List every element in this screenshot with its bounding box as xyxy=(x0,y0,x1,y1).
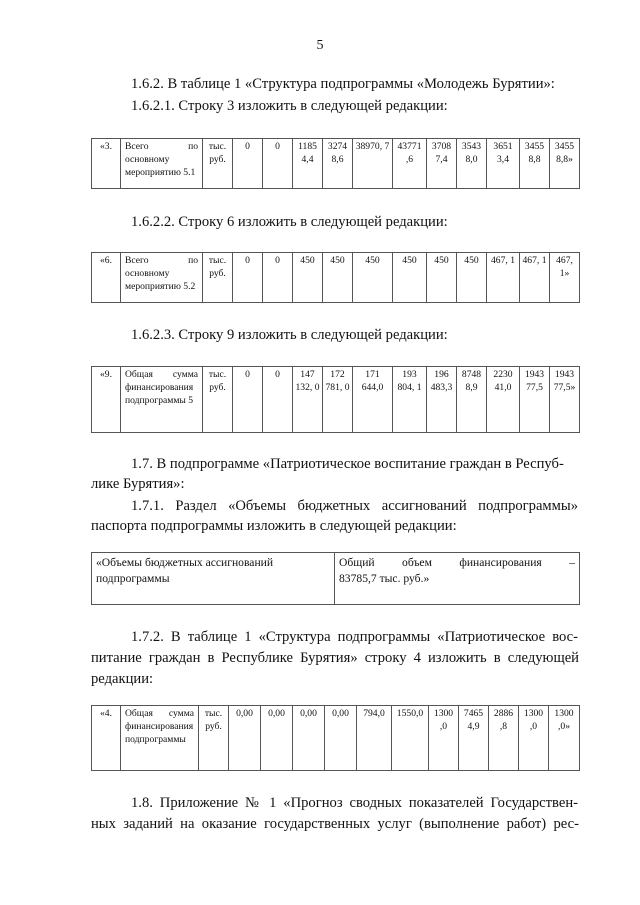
cell-value: 0,00 xyxy=(325,706,357,771)
table-row xyxy=(92,367,580,433)
cell-value: 0 xyxy=(233,139,263,189)
cell-value: 0,00 xyxy=(261,706,293,771)
table-row xyxy=(92,706,580,771)
paragraph-1-7-2-line1 xyxy=(131,627,578,647)
cell-value: 172 781, 0 xyxy=(323,367,353,433)
cell-value: 3543 8,0 xyxy=(457,139,487,189)
paragraph-1-6-2: 1.6.2. В таблице 1 «Структура подпрограммы «Молодежь Бурятии»: xyxy=(131,76,555,92)
cell-value: 1300 ,0 xyxy=(519,706,549,771)
cell-value: 450 xyxy=(323,253,353,303)
cell-value: 1943 77,5 xyxy=(520,367,550,433)
cell-value: 8748 8,9 xyxy=(457,367,487,433)
cell-value: 2230 41,0 xyxy=(487,367,520,433)
cell-value: 196 483,3 xyxy=(427,367,457,433)
table-row xyxy=(92,553,580,605)
table-row xyxy=(92,253,580,303)
row-number: «3. xyxy=(92,139,121,189)
cell-value: 0,00 xyxy=(229,706,261,771)
cell-value: 1185 4,4 xyxy=(293,139,323,189)
cell-value: 0 xyxy=(263,253,293,303)
cell-value: 193 804, 1 xyxy=(393,367,427,433)
paragraph-text: питание граждан в Республике Бурятия» строку 4 изложить в следующей xyxy=(91,650,579,666)
passport-value xyxy=(335,553,580,605)
passport-value-line2: 83785,7 тыс. руб.» xyxy=(339,572,430,585)
table-row-3 xyxy=(91,138,580,189)
cell-value: 0 xyxy=(233,253,263,303)
row-number: «4. xyxy=(92,706,121,771)
row-number: «6. xyxy=(92,253,121,303)
cell-value: 3274 8,6 xyxy=(323,139,353,189)
passport-label: «Объемы бюджетных ассигнований подпрограммы xyxy=(92,553,335,605)
cell-value: 0 xyxy=(233,367,263,433)
paragraph-text: ных заданий на оказание государственных услуг (выполнение работ) рес- xyxy=(91,816,579,832)
passport-value-line1: Общий объем финансирования – xyxy=(339,556,575,569)
row-name: Общая сумма финансирования подпрограммы xyxy=(121,706,199,771)
paragraph-1-7-2-line3: редакции: xyxy=(91,671,154,687)
cell-value: 0 xyxy=(263,139,293,189)
paragraph-1-7-2-line2 xyxy=(91,648,579,668)
paragraph-text: 1.7.2. В таблице 1 «Структура подпрограммы «Патриотическое вос- xyxy=(131,629,578,645)
cell-value: 467, 1» xyxy=(550,253,580,303)
cell-value: 2886 ,8 xyxy=(489,706,519,771)
cell-value: 3455 8,8» xyxy=(550,139,580,189)
paragraph-1-7-line1: 1.7. В подпрограмме «Патриотическое воспитание граждан в Респуб- xyxy=(131,456,564,472)
cell-value: 1943 77,5» xyxy=(550,367,580,433)
cell-value: 467, 1 xyxy=(520,253,550,303)
row-unit: тыс. руб. xyxy=(203,253,233,303)
paragraph-1-6-2-2: 1.6.2.2. Строку 6 изложить в следующей редакции: xyxy=(131,214,448,230)
row-unit: тыс. руб. xyxy=(203,139,233,189)
paragraph-text: 1.7.1. Раздел «Объемы бюджетных ассигнований подпрограммы» xyxy=(131,498,578,514)
cell-value: 3455 8,8 xyxy=(520,139,550,189)
cell-value: 7465 4,9 xyxy=(459,706,489,771)
cell-value: 147 132, 0 xyxy=(293,367,323,433)
row-unit: тыс. руб. xyxy=(199,706,229,771)
page-number: 5 xyxy=(316,38,324,53)
row-unit: тыс. руб. xyxy=(203,367,233,433)
cell-value: 3708 7,4 xyxy=(427,139,457,189)
cell-value: 43771 ,6 xyxy=(393,139,427,189)
cell-value: 794,0 xyxy=(357,706,392,771)
table-row-9 xyxy=(91,366,580,433)
cell-value: 467, 1 xyxy=(487,253,520,303)
passport-table xyxy=(91,552,580,605)
cell-value: 1300 ,0» xyxy=(549,706,580,771)
cell-value: 1300 ,0 xyxy=(429,706,459,771)
cell-value: 171 644,0 xyxy=(353,367,393,433)
cell-value: 3651 3,4 xyxy=(487,139,520,189)
cell-value: 0 xyxy=(263,367,293,433)
table-row-4 xyxy=(91,705,580,771)
cell-value: 450 xyxy=(393,253,427,303)
cell-value: 1550,0 xyxy=(392,706,429,771)
table-row-6 xyxy=(91,252,580,303)
paragraph-1-8-line1 xyxy=(131,793,578,813)
paragraph-1-7-1-line1 xyxy=(131,496,578,516)
cell-value: 450 xyxy=(457,253,487,303)
table-row xyxy=(92,139,580,189)
paragraph-text: 1.8. Приложение № 1 «Прогноз сводных показателей Государствен- xyxy=(131,795,578,811)
row-number: «9. xyxy=(92,367,121,433)
cell-value: 450 xyxy=(293,253,323,303)
cell-value: 450 xyxy=(427,253,457,303)
paragraph-1-8-line2 xyxy=(91,814,579,834)
paragraph-1-7-1-line2: паспорта подпрограммы изложить в следующей редакции: xyxy=(91,518,457,534)
paragraph-1-7-line2: лике Бурятия»: xyxy=(91,476,185,492)
row-name: Общая сумма финансирования подпрограммы 5 xyxy=(121,367,203,433)
row-name: Всего по основному мероприятию 5.2 xyxy=(121,253,203,303)
cell-value: 0,00 xyxy=(293,706,325,771)
row-name: Всего по основному мероприятию 5.1 xyxy=(121,139,203,189)
paragraph-1-6-2-3: 1.6.2.3. Строку 9 изложить в следующей редакции: xyxy=(131,327,448,343)
cell-value: 450 xyxy=(353,253,393,303)
cell-value: 38970, 7 xyxy=(353,139,393,189)
paragraph-1-6-2-1: 1.6.2.1. Строку 3 изложить в следующей редакции: xyxy=(131,98,448,114)
